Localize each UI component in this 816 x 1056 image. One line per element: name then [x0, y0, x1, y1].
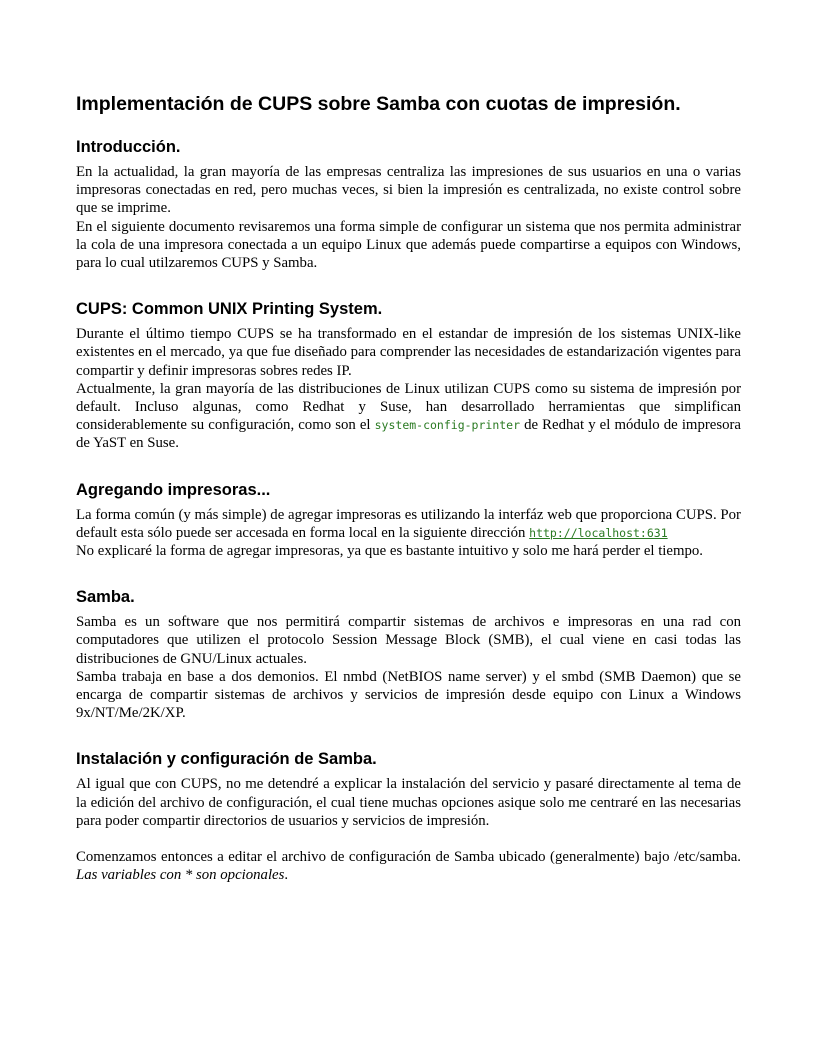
code-system-config-printer: system-config-printer — [374, 418, 521, 433]
printers-paragraph-2: No explicaré la forma de agregar impresoras, ya que es bastante intuitivo y solo me hará perder el tiempo. — [76, 543, 703, 560]
intro-paragraph-2: En el siguiente documento revisaremos una forma simple de configurar un sistema que nos permita administrar la cola de una impresora conectada a un equipo Linux que además puede compartirse a equipos con Windows, para lo cual utilzaremos CUPS y Samba. — [76, 218, 741, 272]
install-paragraph-2 — [76, 848, 741, 884]
section-printers — [76, 480, 741, 561]
paragraph-spacer — [76, 830, 741, 848]
heading-samba: Samba. — [76, 588, 135, 607]
section-cups — [76, 299, 741, 452]
document-body — [76, 92, 741, 911]
samba-paragraph-1: Samba es un software que nos permitirá compartir sistemas de archivos e impresoras en una rad con computadores que utilizen el protocolo Session Message Block (SMB), el cual viene en casi todas las distribuciones de GNU/Linux actuales. — [76, 614, 741, 667]
optional-variables-note: Las variables con * son opcionales — [76, 867, 285, 884]
heading-install: Instalación y configuración de Samba. — [76, 750, 377, 769]
cups-paragraph-2-text-end: de Redhat y el módulo de impresora de YaST en Suse. — [76, 417, 741, 452]
section-introduction — [76, 137, 741, 272]
section-samba — [76, 587, 741, 722]
section-install — [76, 749, 741, 884]
cups-paragraph-2-text-start: Actualmente, la gran mayoría de las distribuciones de Linux utilizan CUPS como su sistema de impresión por default. Incluso algunas, como Redhat y Suse, han desarrollado herramientas que simplifican considerablemente su configuración, como son el — [76, 380, 741, 434]
install-paragraph-1: Al igual que con CUPS, no me detendré a explicar la instalación del servicio y pasaré directamente al tema de la edición del archivo de configuración, el cual tiene muchas opciones asique solo me centraré en las necesarias para poder compartir directorios de usuarios y servicios de impresión. — [76, 776, 741, 829]
heading-printers: Agregando impresoras... — [76, 480, 271, 499]
samba-paragraph-2: Samba trabaja en base a dos demonios. El nmbd (NetBIOS name server) y el smbd (SMB Daemon) que se encarga de compartir sistemas de archivos y servicios de impresión desde equipo con Linux a Windows 9x/NT/Me/2K/XP. — [76, 668, 741, 722]
cups-paragraph-2 — [76, 380, 741, 453]
printers-paragraph-1-text: La forma común (y más simple) de agregar impresoras es utilizando la interfáz web que proporciona CUPS. Por default esta sólo puede ser accesada en forma local en la siguiente dirección — [76, 506, 741, 541]
install-paragraph-2-text: Comenzamos entonces a editar el archivo de configuración de Samba ubicado (generalmente) bajo /etc/samba. — [76, 849, 741, 866]
document-title: Implementación de CUPS sobre Samba con cuotas de impresión. — [76, 93, 681, 115]
heading-introduction: Introducción. — [76, 138, 181, 156]
localhost-link[interactable]: http://localhost:631 — [529, 525, 668, 540]
heading-cups: CUPS: Common UNIX Printing System. — [76, 300, 383, 319]
install-paragraph-2-end: . — [284, 867, 289, 884]
printers-paragraph-1 — [76, 506, 741, 542]
cups-paragraph-1: Durante el último tiempo CUPS se ha transformado en el estandar de impresión de los sistemas UNIX-like existentes en el mercado, ya que fue diseñado para comprender las necesidades de estandarización vigentes para compartir y definir impresoras sobres redes IP. — [76, 326, 741, 379]
intro-paragraph-1: En la actualidad, la gran mayoría de las empresas centraliza las impresiones de sus usuarios en una o varias impresoras conectadas en red, pero muchas veces, si bien la impresión es centralizada, no existe control sobre que se imprime. — [76, 164, 741, 217]
